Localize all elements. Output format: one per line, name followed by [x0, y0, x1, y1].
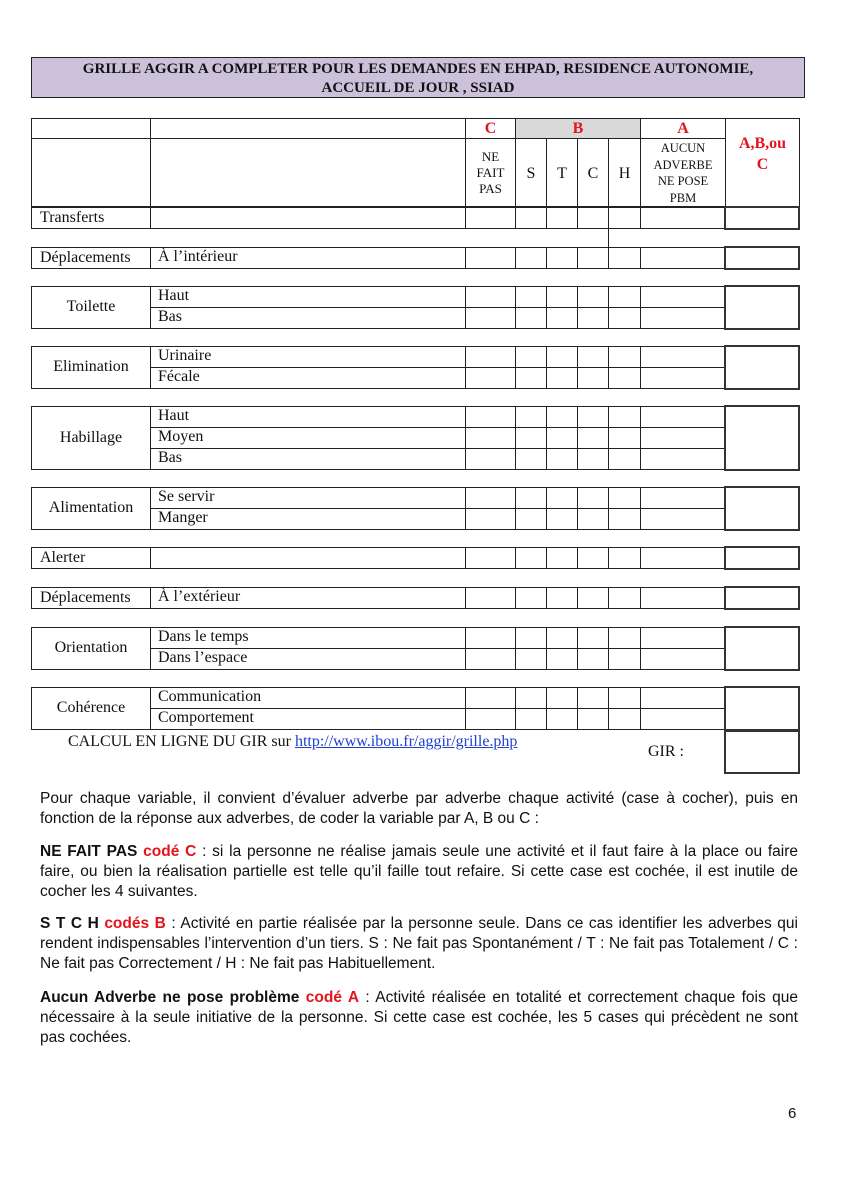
header-aucun-adverbe [640, 138, 726, 207]
checkbox-cell[interactable] [640, 247, 726, 269]
title-line-2: ACCUEIL DE JOUR , SSIAD [321, 80, 515, 96]
row-label-text: Déplacements [40, 248, 131, 266]
checkbox-cell[interactable] [608, 307, 641, 329]
checkbox-cell[interactable] [515, 247, 547, 269]
checkbox-cell[interactable] [640, 547, 726, 569]
header-pbm: PBM [669, 190, 697, 205]
row-sublabel-text: À l’extérieur [158, 588, 241, 605]
checkbox-cell[interactable] [465, 687, 516, 709]
checkbox-cell[interactable] [515, 547, 547, 569]
checkbox-cell[interactable] [577, 247, 609, 269]
row-label-text: Orientation [54, 639, 128, 656]
checkbox-cell[interactable] [515, 307, 547, 329]
checkbox-cell[interactable] [546, 547, 578, 569]
page-title [31, 57, 805, 98]
header-code-a: A [640, 118, 726, 139]
row-label [31, 587, 151, 609]
row-label-text: Elimination [53, 358, 129, 375]
checkbox-cell[interactable] [640, 427, 726, 449]
calcul-line [68, 733, 517, 751]
row-label [31, 207, 151, 229]
checkbox-cell[interactable] [465, 427, 516, 449]
checkbox-cell[interactable] [577, 547, 609, 569]
header-ne-fait-pas [465, 138, 516, 207]
p4-bold: Aucun Adverbe ne pose problème [40, 989, 306, 1006]
checkbox-cell[interactable] [546, 708, 578, 730]
checkbox-cell[interactable] [577, 648, 609, 670]
row-sublabel [150, 346, 466, 368]
checkbox-cell[interactable] [608, 406, 641, 428]
checkbox-cell[interactable] [465, 487, 516, 509]
checkbox-cell[interactable] [515, 587, 547, 609]
checkbox-cell[interactable] [577, 627, 609, 649]
header-empty-3 [31, 138, 151, 207]
checkbox-cell[interactable] [640, 687, 726, 709]
checkbox-cell[interactable] [465, 346, 516, 368]
p3-rest: : Activité en partie réalisée par la personne seule. Dans ce cas identifier les adverbes qui rendent indispensables l’intervention d’un tiers. S : Ne fait pas Spontanément / T : Ne fait pas Totalement / C : Ne fait pas Correctement / H : Ne fait pas Habituellement. [40, 915, 798, 972]
row-sublabel [150, 627, 466, 649]
header-fait: FAIT [476, 165, 505, 180]
row-sublabel [150, 247, 466, 269]
checkbox-cell[interactable] [577, 307, 609, 329]
checkbox-cell[interactable] [577, 448, 609, 470]
checkbox-cell[interactable] [640, 207, 726, 229]
connector-line [608, 228, 609, 247]
row-sublabel-text: Moyen [158, 428, 204, 445]
p4-rest: : Activité réalisée en totalité et correctement chaque fois que nécessaire à la seule initiative de la personne. Si cette case est cochée, les 5 cases qui précèdent ne sont pas cochées. [40, 989, 799, 1046]
gir-result-box[interactable] [724, 730, 800, 774]
row-label [31, 487, 151, 530]
row-label-text: Déplacements [40, 588, 131, 606]
checkbox-cell[interactable] [515, 286, 547, 308]
p2-red: codé C [143, 843, 197, 860]
checkbox-cell[interactable] [608, 708, 641, 730]
row-sublabel [150, 508, 466, 530]
header-code-b: B [515, 118, 641, 139]
header-nepose: NE POSE [657, 174, 709, 188]
checkbox-cell[interactable] [515, 508, 547, 530]
header-code-c: C [465, 118, 516, 139]
checkbox-cell[interactable] [515, 708, 547, 730]
checkbox-cell[interactable] [465, 587, 516, 609]
checkbox-cell[interactable] [465, 406, 516, 428]
row-sublabel-text: Urinaire [158, 347, 212, 364]
header-h: H [608, 138, 641, 207]
checkbox-cell[interactable] [608, 687, 641, 709]
row-label-text: Alerter [40, 548, 86, 566]
p3-bold: S T C H [40, 915, 105, 932]
row-sublabel [150, 687, 466, 709]
checkbox-cell[interactable] [640, 448, 726, 470]
checkbox-cell[interactable] [515, 427, 547, 449]
row-sublabel [150, 207, 466, 229]
checkbox-cell[interactable] [515, 406, 547, 428]
gir-label: GIR : [648, 743, 684, 760]
checkbox-cell[interactable] [465, 207, 516, 229]
row-sublabel [150, 648, 466, 670]
checkbox-cell[interactable] [577, 406, 609, 428]
checkbox-cell[interactable] [546, 508, 578, 530]
checkbox-cell[interactable] [577, 346, 609, 368]
header-abc-line1: A,B,ou [738, 135, 787, 152]
checkbox-cell[interactable] [640, 587, 726, 609]
checkbox-cell[interactable] [546, 487, 578, 509]
checkbox-cell[interactable] [608, 508, 641, 530]
row-sublabel-text: Bas [158, 308, 182, 325]
checkbox-cell[interactable] [608, 487, 641, 509]
row-sublabel-text: Haut [158, 287, 190, 304]
row-sublabel-text: Haut [158, 407, 190, 424]
checkbox-cell[interactable] [515, 207, 547, 229]
checkbox-cell[interactable] [465, 448, 516, 470]
checkbox-cell[interactable] [546, 406, 578, 428]
checkbox-cell[interactable] [546, 687, 578, 709]
row-sublabel-text: Dans l’espace [158, 649, 248, 666]
checkbox-cell[interactable] [546, 286, 578, 308]
paragraph-intro: Pour chaque variable, il convient d’évaluer adverbe par adverbe chaque activité (case à cocher), puis en fonction de la réponse aux adverbes, de coder la variable par A, B ou C : [40, 790, 798, 827]
header-ne: NE [481, 149, 500, 164]
result-box[interactable] [724, 546, 800, 570]
header-c: C [577, 138, 609, 207]
row-sublabel-text: Manger [158, 509, 208, 526]
checkbox-cell[interactable] [515, 687, 547, 709]
result-box[interactable] [724, 405, 800, 471]
checkbox-cell[interactable] [608, 448, 641, 470]
row-sublabel-text: Comportement [158, 709, 254, 726]
checkbox-cell[interactable] [515, 627, 547, 649]
checkbox-cell[interactable] [546, 367, 578, 389]
checkbox-cell[interactable] [640, 406, 726, 428]
header-adverbe: ADVERBE [653, 157, 713, 172]
checkbox-cell[interactable] [608, 427, 641, 449]
checkbox-cell[interactable] [608, 247, 641, 269]
row-sublabel [150, 307, 466, 329]
checkbox-cell[interactable] [465, 307, 516, 329]
checkbox-cell[interactable] [515, 367, 547, 389]
checkbox-cell[interactable] [546, 627, 578, 649]
checkbox-cell[interactable] [546, 247, 578, 269]
checkbox-cell[interactable] [515, 487, 547, 509]
row-label [31, 547, 151, 569]
header-t: T [546, 138, 578, 207]
result-box[interactable] [724, 626, 800, 671]
row-label [31, 406, 151, 470]
checkbox-cell[interactable] [465, 708, 516, 730]
checkbox-cell[interactable] [640, 307, 726, 329]
row-label-text: Transferts [40, 208, 105, 226]
checkbox-cell[interactable] [640, 346, 726, 368]
checkbox-cell[interactable] [577, 687, 609, 709]
checkbox-cell[interactable] [465, 247, 516, 269]
row-sublabel-text: Se servir [158, 488, 215, 505]
checkbox-cell[interactable] [577, 508, 609, 530]
checkbox-cell[interactable] [640, 286, 726, 308]
row-sublabel-text: Dans le temps [158, 628, 249, 645]
calcul-link[interactable]: http://www.ibou.fr/aggir/grille.php [294, 733, 518, 750]
row-label [31, 687, 151, 730]
paragraph-code-a [40, 988, 798, 1048]
checkbox-cell[interactable] [577, 487, 609, 509]
checkbox-cell[interactable] [640, 487, 726, 509]
checkbox-cell[interactable] [577, 587, 609, 609]
paragraph-code-b [40, 914, 798, 974]
checkbox-cell[interactable] [515, 448, 547, 470]
row-sublabel [150, 587, 466, 609]
row-label [31, 346, 151, 389]
checkbox-cell[interactable] [577, 207, 609, 229]
row-label-text: Cohérence [56, 699, 126, 716]
header-aucun: AUCUN [660, 141, 706, 155]
row-sublabel [150, 367, 466, 389]
header-empty-1 [31, 118, 151, 139]
checkbox-cell[interactable] [546, 427, 578, 449]
checkbox-cell[interactable] [608, 286, 641, 308]
checkbox-cell[interactable] [546, 307, 578, 329]
row-sublabel-text: À l’intérieur [158, 248, 238, 265]
header-abc [725, 118, 800, 207]
row-label [31, 247, 151, 269]
result-box[interactable] [724, 345, 800, 390]
p2-rest: : si la personne ne réalise jamais seule une activité et il faut faire à la place ou faire faire, ou bien la réalisation partielle est telle qu’il faille tout refaire. Si cette case est cochée, il est inutile de cocher les 4 suivantes. [40, 843, 798, 900]
checkbox-cell[interactable] [640, 648, 726, 670]
result-box[interactable] [724, 586, 800, 610]
result-box[interactable] [724, 686, 800, 731]
header-empty-4 [150, 138, 466, 207]
page-number: 6 [788, 1105, 797, 1122]
row-sublabel-text: Communication [158, 688, 262, 705]
checkbox-cell[interactable] [546, 448, 578, 470]
row-sublabel [150, 487, 466, 509]
checkbox-cell[interactable] [640, 627, 726, 649]
checkbox-cell[interactable] [640, 508, 726, 530]
checkbox-cell[interactable] [640, 708, 726, 730]
header-s: S [515, 138, 547, 207]
row-sublabel [150, 427, 466, 449]
p4-red: codé A [305, 989, 360, 1006]
header-abc-line2: C [756, 156, 769, 173]
checkbox-cell[interactable] [546, 346, 578, 368]
result-box[interactable] [724, 206, 800, 230]
checkbox-cell[interactable] [546, 648, 578, 670]
checkbox-cell[interactable] [465, 547, 516, 569]
checkbox-cell[interactable] [608, 648, 641, 670]
row-sublabel-text: Bas [158, 449, 182, 466]
checkbox-cell[interactable] [465, 286, 516, 308]
title-line-1: GRILLE AGGIR A COMPLETER POUR LES DEMANDES EN EHPAD, RESIDENCE AUTONOMIE, [82, 61, 754, 77]
checkbox-cell[interactable] [608, 367, 641, 389]
checkbox-cell[interactable] [577, 286, 609, 308]
paragraph-code-c [40, 842, 798, 902]
checkbox-cell[interactable] [515, 648, 547, 670]
row-label-text: Habillage [59, 428, 123, 446]
checkbox-cell[interactable] [465, 367, 516, 389]
row-label-text: Toilette [66, 298, 116, 315]
checkbox-cell[interactable] [577, 708, 609, 730]
checkbox-cell[interactable] [577, 367, 609, 389]
row-label [31, 286, 151, 329]
checkbox-cell[interactable] [640, 367, 726, 389]
row-label-text: Alimentation [48, 499, 134, 516]
checkbox-cell[interactable] [608, 587, 641, 609]
checkbox-cell[interactable] [465, 627, 516, 649]
checkbox-cell[interactable] [608, 346, 641, 368]
checkbox-cell[interactable] [608, 207, 641, 229]
result-box[interactable] [724, 486, 800, 531]
checkbox-cell[interactable] [465, 648, 516, 670]
row-sublabel [150, 406, 466, 428]
checkbox-cell[interactable] [465, 508, 516, 530]
result-box[interactable] [724, 285, 800, 330]
checkbox-cell[interactable] [577, 427, 609, 449]
checkbox-cell[interactable] [608, 547, 641, 569]
checkbox-cell[interactable] [608, 627, 641, 649]
header-empty-2 [150, 118, 466, 139]
calcul-text: CALCUL EN LIGNE DU GIR sur [68, 733, 295, 750]
row-sublabel-text: Fécale [158, 368, 200, 385]
p2-bold: NE FAIT PAS [40, 843, 144, 860]
row-sublabel [150, 547, 466, 569]
checkbox-cell[interactable] [546, 207, 578, 229]
row-sublabel [150, 286, 466, 308]
checkbox-cell[interactable] [515, 346, 547, 368]
row-label [31, 627, 151, 670]
row-sublabel [150, 708, 466, 730]
checkbox-cell[interactable] [546, 587, 578, 609]
row-sublabel [150, 448, 466, 470]
result-box[interactable] [724, 246, 800, 270]
header-pas: PAS [479, 181, 502, 196]
p3-red: codés B [104, 915, 166, 932]
